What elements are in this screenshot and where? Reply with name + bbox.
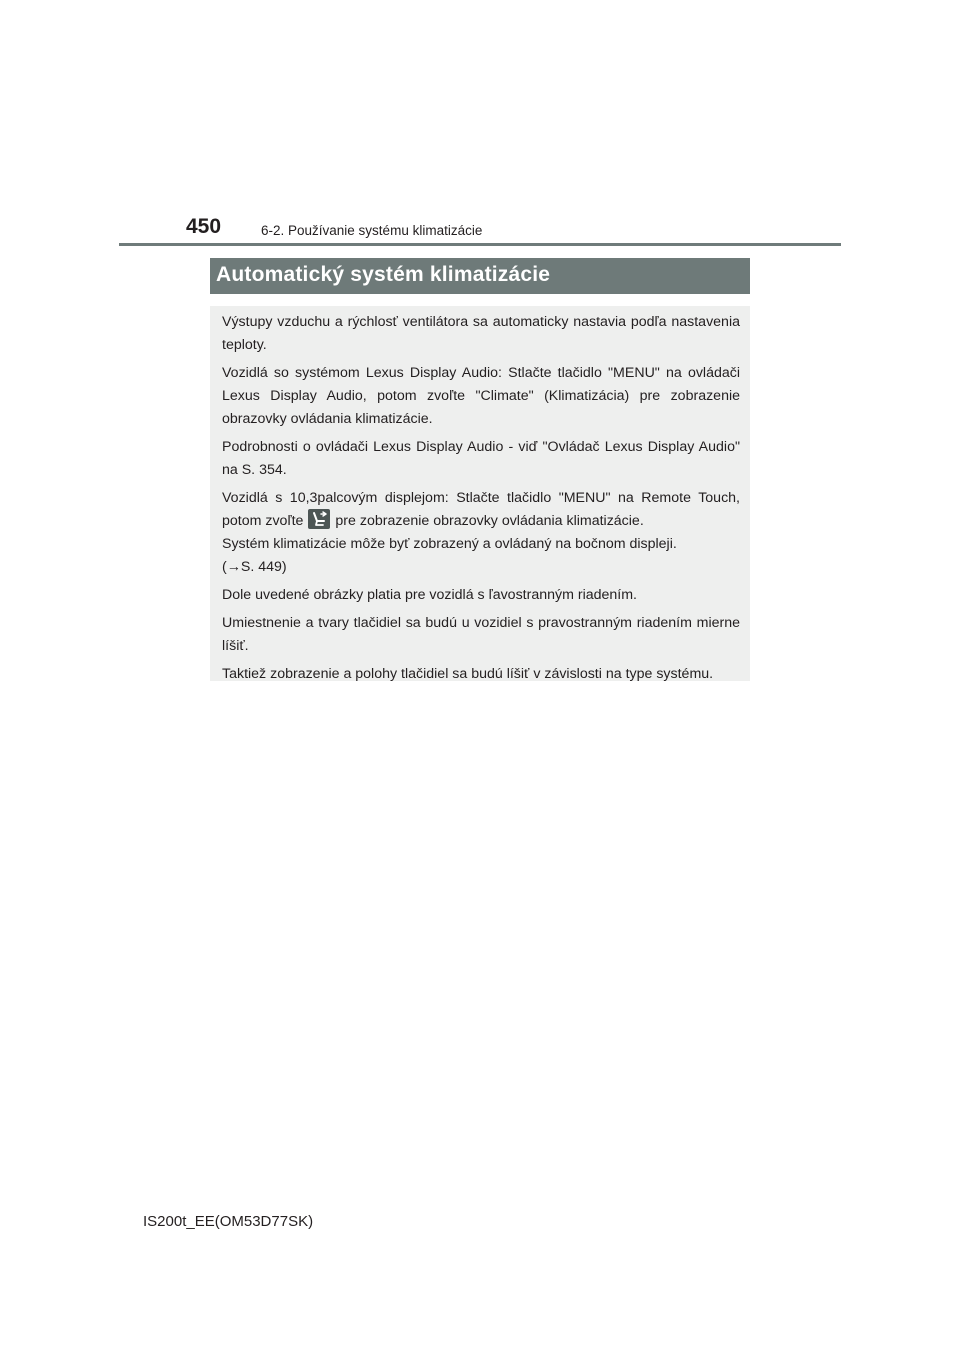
page-number: 450: [186, 215, 222, 238]
page-title: Automatický systém klimatizácie: [216, 263, 551, 286]
section-title: 6-2. Používanie systému klimatizácie: [261, 223, 483, 238]
climate-seat-icon: [308, 509, 330, 529]
paragraph-controller-details: Podrobnosti o ovládači Lexus Display Audio - viď "Ovládač Lexus Display Audio" na S. 354.: [222, 439, 740, 478]
header-rule: [119, 243, 841, 246]
paragraph-air-outlets: Výstupy vzduchu a rýchlosť ventilátora sa automaticky nastavia podľa nastavenia teploty.: [222, 314, 740, 353]
content-box: [210, 306, 750, 681]
paragraph-10-3-inch-text-after: pre zobrazenie obrazovky ovládania klimatizácie.: [335, 513, 644, 529]
paragraph-lhd-note: Dole uvedené obrázky platia pre vozidlá s ľavostranným riadením.: [222, 587, 637, 603]
paragraph-rhd-note: Umiestnenie a tvary tlačidiel sa budú u vozidiel s pravostranným riadením mierne líšiť.: [222, 615, 740, 654]
paragraph-system-type-note: Taktiež zobrazenie a polohy tlačidiel sa budú líšiť v závislosti na type systému.: [222, 666, 714, 682]
paragraph-side-display: Systém klimatizácie môže byť zobrazený a ovládaný na bočnom displeji.: [222, 536, 677, 552]
model-code: IS200t_EE(OM53D77SK): [143, 1213, 314, 1230]
paragraph-lexus-display-audio: Vozidlá so systémom Lexus Display Audio: Stlačte tlačidlo "MENU" na ovládači Lexus Display Audio, potom zvoľte "Climate" (Klimatizácia) pre zobrazenie obrazovky ovládania klimatizácie.: [222, 365, 740, 427]
paragraph-10-3-inch-display: [222, 487, 740, 533]
paragraph-side-display-reference: (→S. 449): [222, 559, 287, 575]
title-bar: [210, 258, 750, 294]
paragraph-10-3-inch-text-before: Vozidlá s 10,3palcovým displejom: Stlačte tlačidlo "MENU" na Remote Touch, potom zvoľte: [222, 490, 740, 529]
